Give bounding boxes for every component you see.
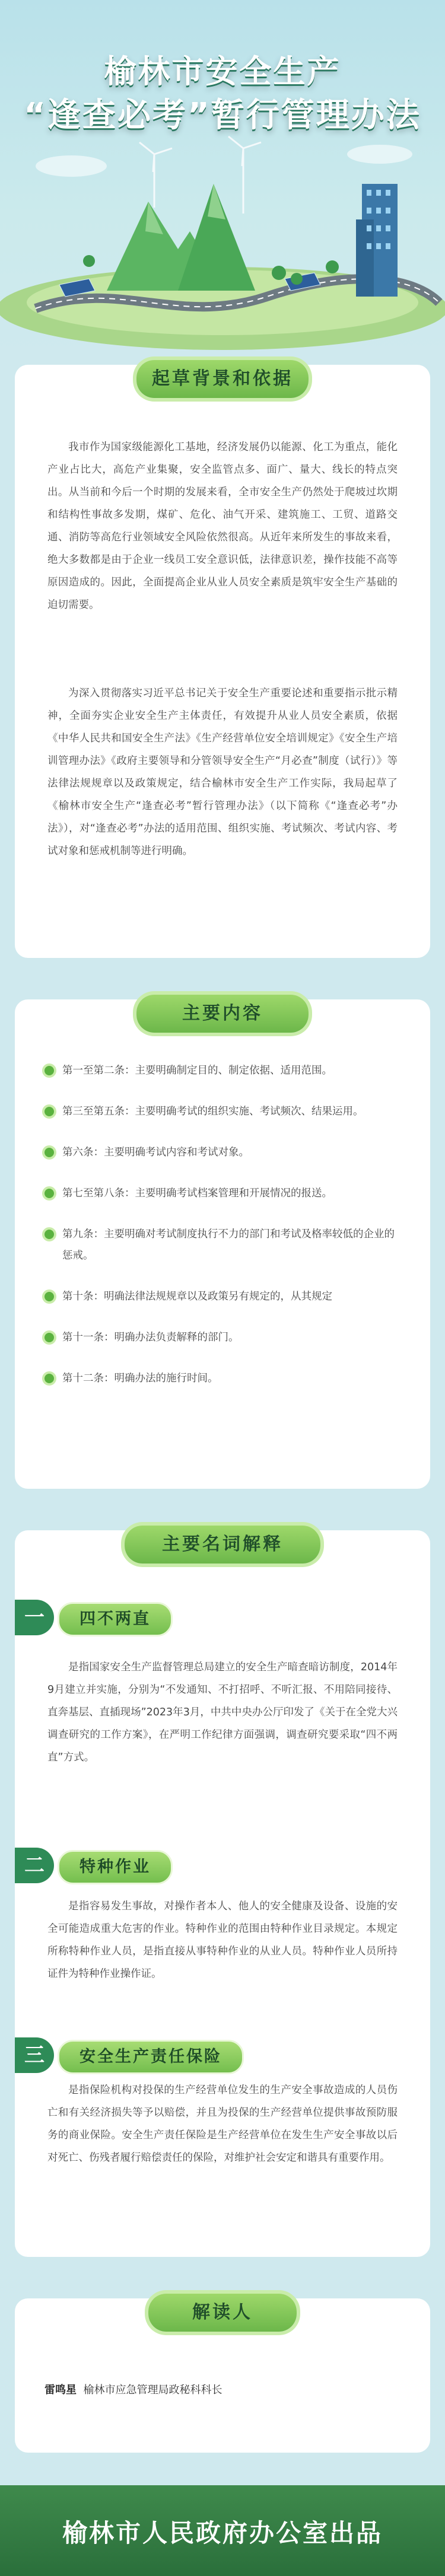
list-item-text: 第六条：主要明确考试内容和考试对象。 [62,1147,249,1158]
term-description: 是指保险机构对投保的生产经营单位发生的生产安全事故造成的人员伤亡和有关经济损失等予以赔偿，并且为投保的生产经营单位提供事故预防服务的商业保险。安全生产责任保险是生产经营单位在发生生产安全事故以后对死亡、伤残者履行赔偿责任的保险，对维护社会安定和谐具有重要作用。 [47,2084,398,2164]
list-item-text: 第九条：主要明确对考试制度执行不力的部门和考试及格率较低的企业的惩戒。 [62,1228,395,1262]
section-heading [136,360,309,398]
list-item [44,1327,401,1348]
bullet-icon [44,1374,54,1383]
section-heading [125,1526,320,1564]
hero-illustration [0,130,445,356]
footer [0,2485,445,2576]
hero-banner [0,0,445,356]
bullet-icon [44,1148,54,1157]
paragraph: 我市作为国家级能源化工基地，经济发展仍以能源、化工为重点，能化产业占比大，高危产业集聚，安全监管点多、面广、量大、线长的特点突出。从当前和今后一个时期的发展来看，全市安全生产仍然处于爬坡过坎期和结构性事故多发期，煤矿、危化、油气开采、建筑施工、工贸、道路交通、消防等高危行业领域安全风险依然很高。从近年来所发生的事故来看，绝大多数都是由于企业一线员工安全意识低，法律意识差，操作技能不高等原因造成的。因此，全面提高企业从业人员安全素质是筑牢安全生产基础的迫切需要。 [47,441,398,611]
term-description: 是指国家安全生产监督管理总局建立的安全生产暗查暗访制度，2014年9月建立并实施，分别为“不发通知、不打招呼、不听汇报、不用陪同接待、直奔基层、直插现场”2023年3月，中共中央办公厅印发了《关于在全党大兴调查研究的工作方案》，在严明工作纪律方面强调，调查研究要采取“四不两直”方式。 [47,1661,398,1763]
list-item [44,1183,401,1204]
section-heading-text: 主要名词解释 [162,1534,283,1555]
list-item-text: 第十二条：明确办法的施行时间。 [62,1373,218,1384]
term-number: 三 [15,2037,54,2073]
list-item [44,1368,401,1389]
list-item-text: 第十条：明确法律法规规章以及政策另有规定的，从其规定 [62,1291,332,1303]
term-number: 二 [15,1848,54,1883]
main-content-card [15,999,430,1489]
interpreter-line [44,2381,222,2397]
term-number: 一 [15,1600,54,1635]
list-item-text: 第七至第八条：主要明确考试档案管理和开展情况的报送。 [62,1187,332,1199]
terms-card [15,1530,430,2257]
list-item-text: 第一至第二条：主要明确制定目的、制定依据、适用范围。 [62,1065,332,1077]
footer-title: 榆林市人民政府办公室出品 [62,2518,383,2548]
section-heading-text: 解读人 [192,2302,253,2323]
section-heading-text: 起草背景和依据 [152,368,293,389]
term-name: 特种作业 [58,1850,173,1884]
bullet-icon [44,1066,54,1075]
term-name: 四不两直 [58,1602,173,1636]
interpreter-card [15,2298,430,2453]
term-name: 安全生产责任保险 [58,2040,244,2074]
section-heading [148,2294,297,2332]
paragraph: 为深入贯彻落实习近平总书记关于安全生产重要论述和重要指示批示精神，全面夯实企业安全生产主体责任，有效提升从业人员安全素质，依据《中华人民共和国安全生产法》《生产经营单位安全培训规定》《安全生产培训管理办法》《政府主要领导和分管领导安全生产“月必查”制度（试行）》等法律法规规章以及政策规定，结合榆林市安全生产工作实际，我局起草了《榆林市安全生产“逢查必考”暂行管理办法》（以下简称《“逢查必考”办法》），对“逢查必考”办法的适用范围、组织实施、考试频次、考试内容、考试对象和惩戒机制等进行明确。 [47,687,398,857]
section-heading-text: 主要内容 [182,1003,263,1024]
hero-title-line1: 榆林市安全生产 [104,53,341,90]
list-item [44,1142,401,1163]
background-card [15,365,430,958]
interpreter-name: 雷鸣星 [44,2384,77,2396]
list-item [44,1286,401,1307]
hero-title-line2: “逢查必考”暂行管理办法 [24,96,421,135]
list-item-text: 第三至第五条：主要明确考试的组织实施、考试频次、结果运用。 [62,1106,364,1117]
section-heading [136,995,309,1033]
bullet-icon [44,1292,54,1301]
bullet-icon [44,1333,54,1342]
interpreter-title: 榆林市应急管理局政秘科科长 [83,2384,223,2396]
content-list [44,1060,401,1409]
bullet-icon [44,1107,54,1116]
list-item-text: 第十一条：明确办法负责解释的部门。 [62,1332,239,1343]
list-item [44,1101,401,1122]
list-item [44,1060,401,1081]
term-description: 是指容易发生事故，对操作者本人、他人的安全健康及设备、设施的安全可能造成重大危害的作业。特种作业的范围由特种作业目录规定。本规定所称特种作业人员，是指直接从事特种作业的从业人员。特种作业人员所持证件为特种作业操作证。 [47,1900,398,1980]
bullet-icon [44,1230,54,1239]
list-item [44,1224,401,1266]
bullet-icon [44,1189,54,1198]
